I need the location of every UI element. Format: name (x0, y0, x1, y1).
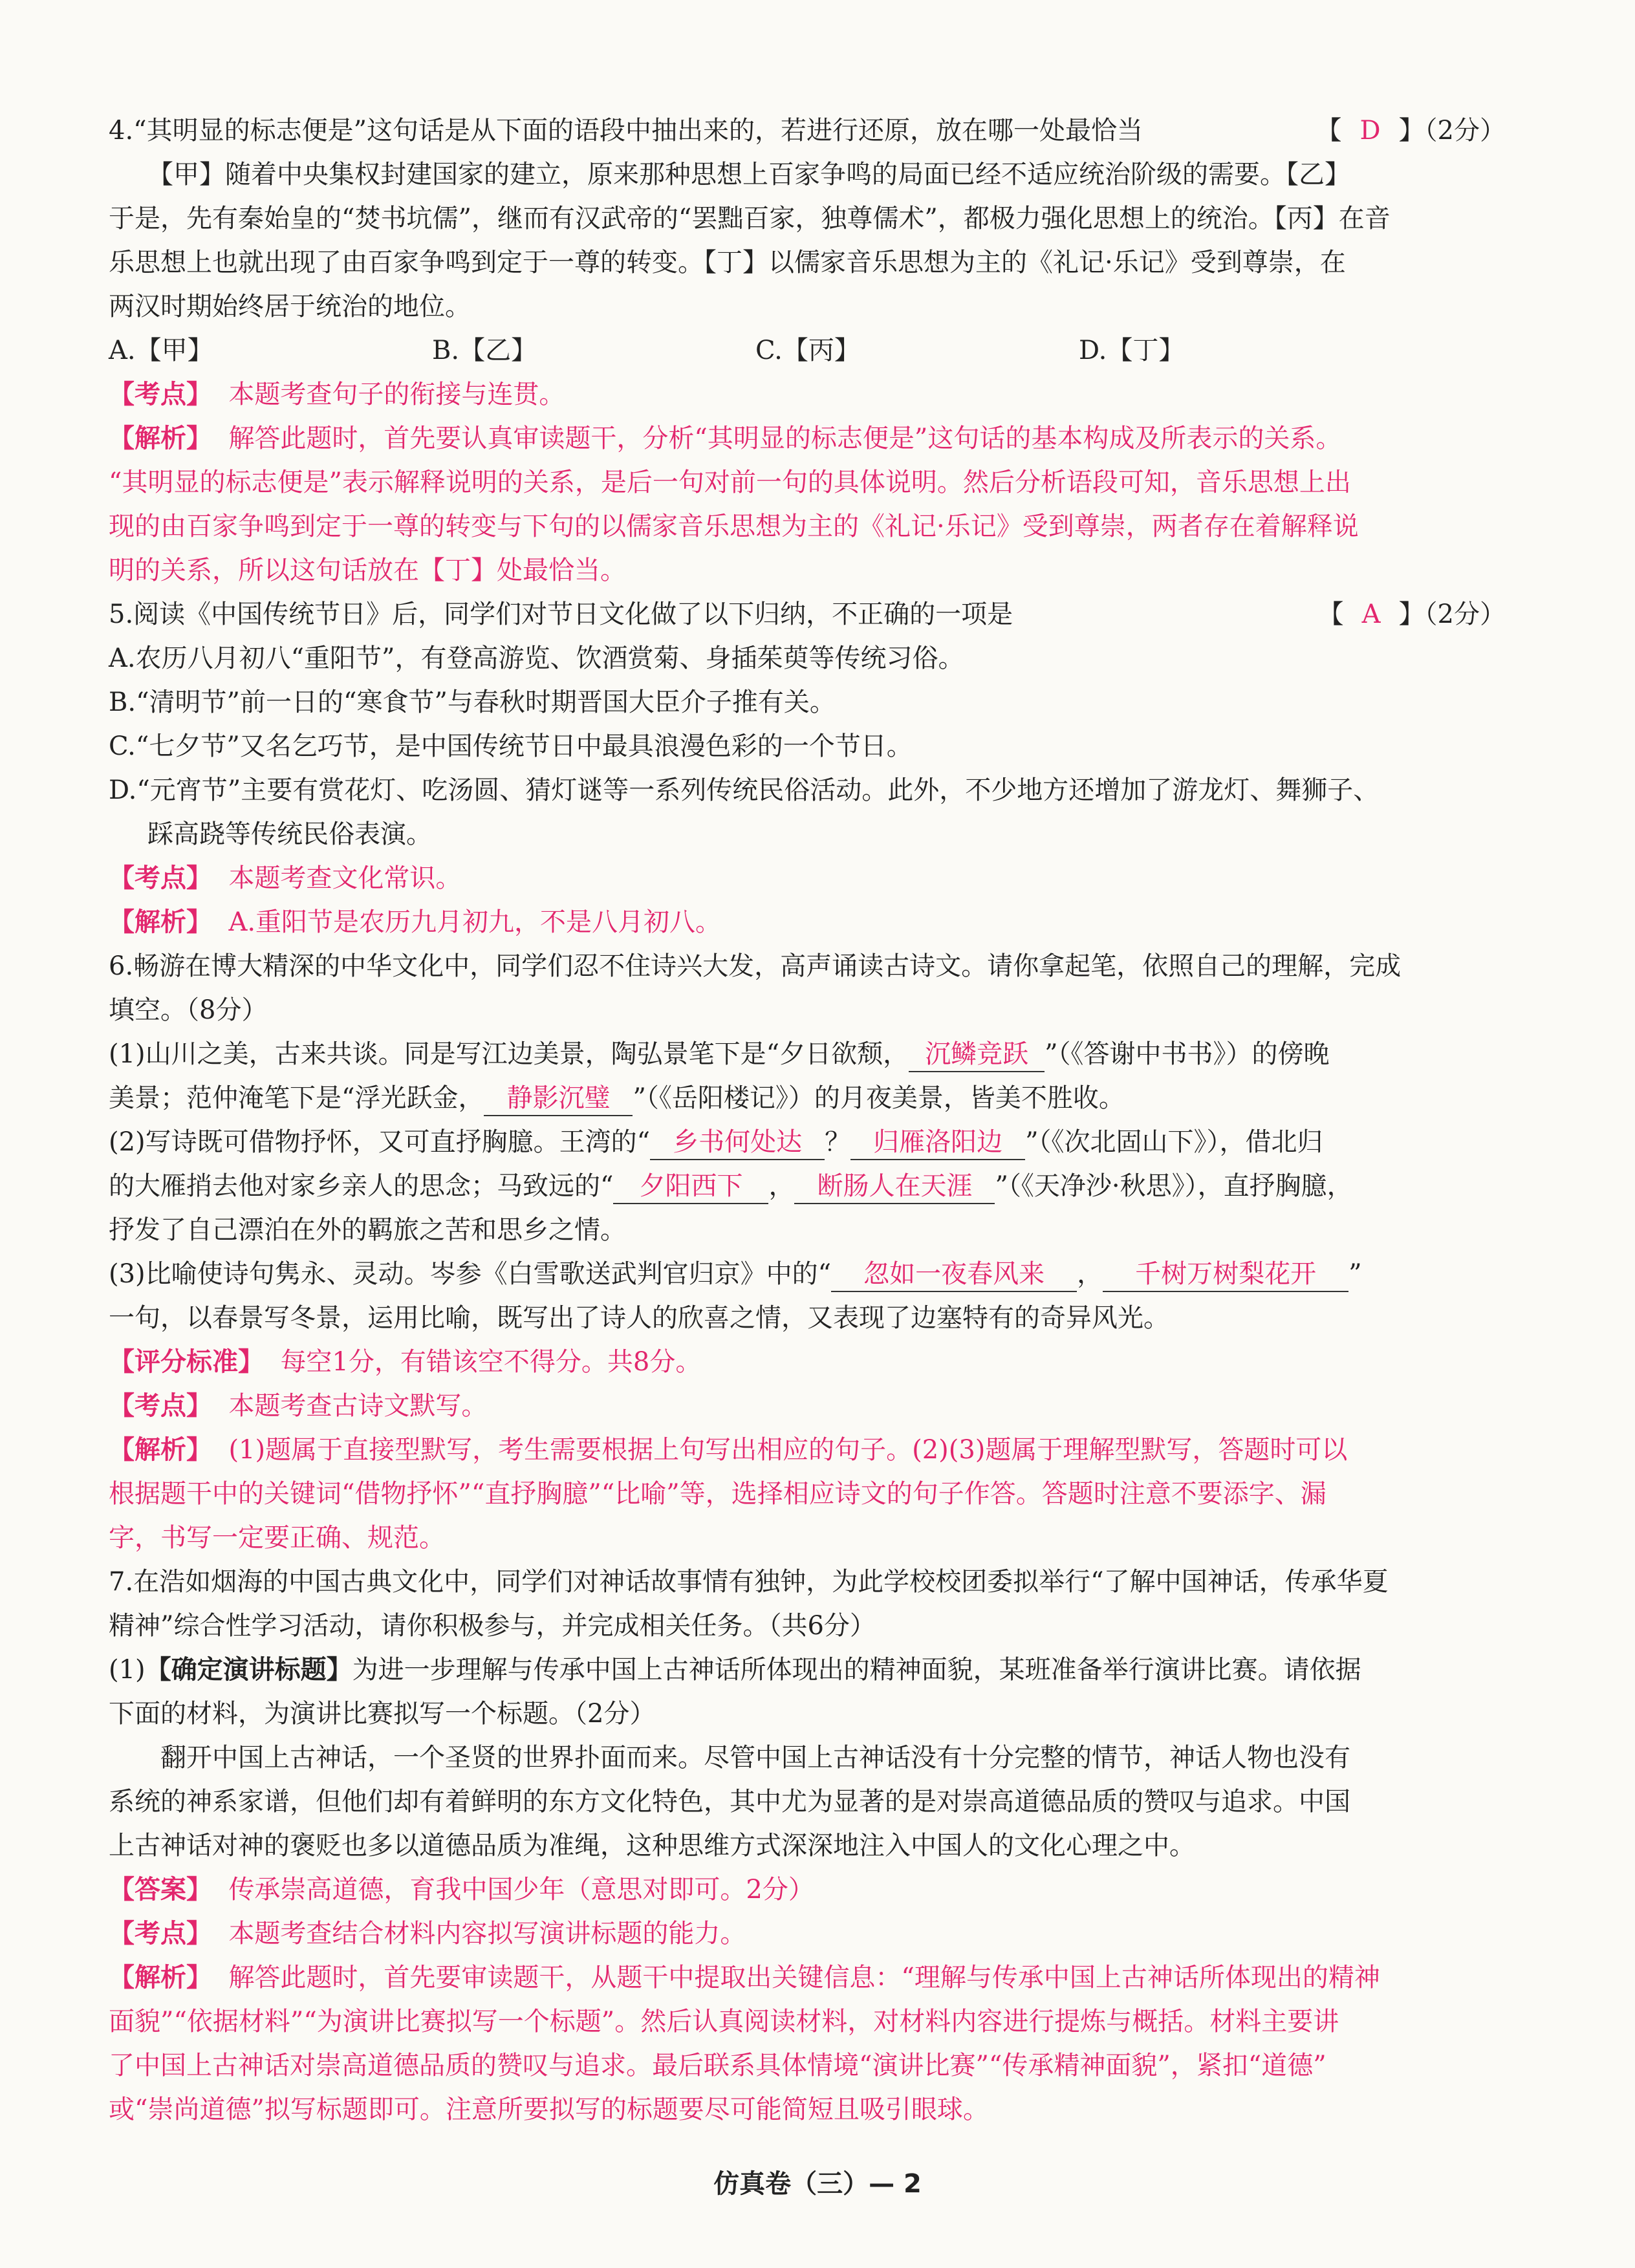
fill-blank: 忽如一夜春风来 (831, 1257, 1077, 1292)
q7-sub1-line2: 下面的材料，为演讲比赛拟写一个标题。（2分） (109, 1699, 656, 1729)
q4-jiexi-line: 现的由百家争鸣到定于一尊的转变与下句的以儒家音乐思想为主的《礼记·乐记》受到尊崇，两者存在着解释说 (109, 512, 1359, 541)
q7-material-line: 翻开中国上古神话，一个圣贤的世界扑面而来。尽管中国上古神话没有十分完整的情节，神话人物也没有 (160, 1743, 1350, 1773)
text-run: ” (1348, 1259, 1362, 1289)
q6-part1-line2 (109, 1076, 1499, 1120)
q4-score: （2分） (1424, 116, 1506, 146)
q5-jiexi (109, 900, 1499, 944)
q7-jiexi-line: 或“崇尚道德”拟写标题即可。注意所要拟写的标题要尽可能简短且吸引眼球。 (109, 2095, 989, 2124)
q5-kaodian (109, 856, 1499, 900)
q7-daan-text: 传承崇高道德，育我中国少年（意思对即可。2分） (228, 1875, 814, 1905)
q4-stem-line (109, 109, 1506, 153)
q4-kaodian-text: 本题考查句子的衔接与连贯。 (228, 380, 565, 409)
q6-jiexi-line: 字，书写一定要正确、规范。 (109, 1523, 445, 1553)
fill-blank: 夕阳西下 (613, 1169, 768, 1204)
text-run: (1) (109, 1655, 146, 1685)
q4-option-a: A.【甲】 (109, 336, 213, 365)
q6-pingfen-text: 每空1分，有错该空不得分。共8分。 (280, 1347, 702, 1377)
q6-part1-line1 (109, 1032, 1499, 1076)
q7-jiexi (109, 1956, 1499, 2132)
page-footer: 仿真卷（三）— 2 (713, 2169, 922, 2199)
q5-option-c: C.“七夕节”又名乞巧节，是中国传统节日中最具浪漫色彩的一个节日。 (109, 731, 913, 761)
q4-stem: 4.“其明显的标志便是”这句话是从下面的语段中抽出来的，若进行还原，放在哪一处最恰当 (109, 116, 1143, 146)
q7-kaodian (109, 1912, 1499, 1956)
jiexi-tag: 【解析】 (109, 1435, 212, 1465)
q7-kaodian-text: 本题考查结合材料内容拟写演讲标题的能力。 (228, 1919, 746, 1949)
q4-answer: D (1359, 116, 1381, 146)
q4-passage-line: 两汉时期始终居于统治的地位。 (109, 292, 471, 321)
q7-material-line: 上古神话对神的褒贬也多以道德品质为准绳，这种思维方式深深地注入中国人的文化心理之中。 (109, 1831, 1195, 1861)
q5-stem: 5.阅读《中国传统节日》后，同学们对节日文化做了以下归纳，不正确的一项是 (109, 599, 1013, 629)
kaodian-tag: 【考点】 (109, 863, 212, 893)
q4-option-d: D.【丁】 (1079, 336, 1185, 365)
q5-option-a: A.农历八月初八“重阳节”，有登高游览、饮酒赏菊、身插茱萸等传统习俗。 (109, 643, 964, 673)
text-run: (1)山川之美，古来共谈。同是写江边美景，陶弘景笔下是“夕日欲颓， (109, 1039, 909, 1069)
text-run: (3)比喻使诗句隽永、灵动。岑参《白雪歌送武判官归京》中的“ (109, 1259, 832, 1289)
kaodian-tag: 【考点】 (109, 380, 212, 409)
q7-stem-line: 精神”综合性学习活动，请你积极参与，并完成相关任务。（共6分） (109, 1611, 876, 1641)
q7-material-line: 系统的神系家谱，但他们却有着鲜明的东方文化特色，其中尤为显著的是对崇高道德品质的赞叹与追求。中国 (109, 1787, 1350, 1817)
daan-tag: 【答案】 (109, 1875, 212, 1905)
fill-blank: 乡书何处达 (650, 1125, 825, 1160)
jiexi-tag: 【解析】 (109, 1963, 212, 1993)
fill-blank: 沉鳞竞跃 (909, 1037, 1045, 1072)
text-run: ”（《答谢中书书》）的傍晚 (1045, 1039, 1330, 1069)
fill-blank: 归雁洛阳边 (850, 1125, 1025, 1160)
text-run: ， (1077, 1259, 1103, 1289)
q6-jiexi (109, 1428, 1499, 1560)
page-content (109, 109, 1506, 2132)
q4-passage-line: 乐思想上也就出现了由百家争鸣到定于一尊的转变。【丁】以儒家音乐思想为主的《礼记·乐记》受到尊崇，在 (109, 248, 1346, 277)
q6-part2-line1 (109, 1120, 1499, 1164)
q4-jiexi-line: “其明显的标志便是”表示解释说明的关系，是后一句对前一句的具体说明。然后分析语段可知，音乐思想上出 (109, 468, 1351, 497)
kaodian-tag: 【考点】 (109, 1391, 212, 1421)
q4-passage-line: 于是，先有秦始皇的“焚书坑儒”，继而有汉武帝的“罢黜百家，独尊儒术”，都极力强化思想上的统治。【丙】在音 (109, 204, 1391, 233)
fill-blank: 断肠人在天涯 (794, 1169, 995, 1204)
q5-answer: A (1361, 599, 1381, 629)
q6-part3-line1 (109, 1252, 1499, 1296)
fill-blank: 千树万树梨花开 (1103, 1257, 1348, 1292)
q5-score: （2分） (1424, 599, 1506, 629)
q4-jiexi (109, 416, 1499, 592)
text-run: ”（《次北固山下》），借北归 (1025, 1127, 1323, 1157)
text-run: ， (768, 1171, 795, 1201)
q4-passage (109, 153, 1499, 329)
q7-sub1-tag: 【确定演讲标题】 (145, 1654, 352, 1685)
q5-kaodian-text: 本题考查文化常识。 (228, 863, 462, 893)
q4-option-b: B.【乙】 (432, 336, 537, 365)
q4-kaodian (109, 373, 1499, 416)
q7-stem-line: 7.在浩如烟海的中国古典文化中，同学们对神话故事情有独钟，为此学校校团委拟举行“了解中国神话，传承华夏 (109, 1567, 1389, 1597)
q5-stem-line (109, 592, 1506, 636)
fill-blank: 静影沉璧 (484, 1081, 633, 1116)
q5-option-d-cont: 踩高跷等传统民俗表演。 (147, 819, 432, 849)
jiexi-tag: 【解析】 (109, 424, 212, 453)
q6-stem-line: 填空。（8分） (109, 995, 268, 1025)
q6-part2-line2 (109, 1164, 1499, 1208)
text-run: ”（《天净沙·秋思》），直抒胸臆， (995, 1171, 1353, 1201)
q7-jiexi-line: 面貌”“依据材料”“为演讲比赛拟写一个标题”。然后认真阅读材料，对材料内容进行提炼与概括。材料主要讲 (109, 2007, 1339, 2036)
q6-jiexi-line: 根据题干中的关键词“借物抒怀”“直抒胸臆”“比喻”等，选择相应诗文的句子作答。答题时注意不要添字、漏 (109, 1479, 1326, 1509)
q5-answer-box: 【 A 】（2分） (1317, 599, 1506, 629)
kaodian-tag: 【考点】 (109, 1919, 212, 1949)
text-run: ？ (825, 1127, 851, 1157)
pingfen-tag: 【评分标准】 (109, 1347, 264, 1377)
text-run: ”（《岳阳楼记》）的月夜美景，皆美不胜收。 (633, 1083, 1125, 1113)
q6-stem-line: 6.畅游在博大精深的中华文化中，同学们忍不住诗兴大发，高声诵读古诗文。请你拿起笔，依照自己的理解，完成 (109, 951, 1402, 981)
q7-jiexi-line: 了中国上古神话对崇高道德品质的赞叹与追求。最后联系具体情境“演讲比赛”“传承精神面貌”，紧扣“道德” (109, 2051, 1326, 2080)
q7-jiexi-line: 解答此题时，首先要审读题干，从题干中提取出关键信息：“理解与传承中国上古神话所体现出的精神 (228, 1963, 1380, 1993)
q4-jiexi-line: 解答此题时，首先要认真审读题干，分析“其明显的标志便是”这句话的基本构成及所表示的关系。 (228, 424, 1342, 453)
q7-sub1-line1 (109, 1648, 1499, 1692)
q6-kaodian-text: 本题考查古诗文默写。 (228, 1391, 488, 1421)
q6-jiexi-line: (1)题属于直接型默写，考生需要根据上句写出相应的句子。(2)(3)题属于理解型默写，答题时可以 (228, 1435, 1348, 1465)
jiexi-tag: 【解析】 (109, 907, 212, 937)
q4-passage-line: 【甲】随着中央集权封建国家的建立，原来那种思想上百家争鸣的局面已经不适应统治阶级的需要。【乙】 (147, 160, 1350, 189)
q4-option-c: C.【丙】 (755, 336, 860, 365)
q4-answer-box: 【 D 】（2分） (1316, 116, 1506, 146)
text-run: 美景；范仲淹笔下是“浮光跃金， (109, 1083, 484, 1113)
q7-daan (109, 1868, 1499, 1912)
q6-kaodian (109, 1384, 1499, 1428)
q6-part3-line2: 一句，以春景写冬景，运用比喻，既写出了诗人的欣喜之情，又表现了边塞特有的奇异风光。 (109, 1303, 1169, 1333)
q5-option-d: D.“元宵节”主要有赏花灯、吃汤圆、猜灯谜等一系列传统民俗活动。此外，不少地方还增加了游龙灯、舞狮子、 (109, 775, 1380, 805)
text-run: 的大雁捎去他对家乡亲人的思念；马致远的“ (109, 1171, 614, 1201)
text-run: (2)写诗既可借物抒怀，又可直抒胸臆。王湾的“ (109, 1127, 651, 1157)
q5-jiexi-text: A.重阳节是农历九月初九，不是八月初八。 (228, 907, 722, 937)
text-run: 为进一步理解与传承中国上古神话所体现出的精神面貌，某班准备举行演讲比赛。请依据 (352, 1655, 1361, 1685)
q5-option-b: B.“清明节”前一日的“寒食节”与春秋时期晋国大臣介子推有关。 (109, 687, 836, 717)
q6-part2-line3: 抒发了自己漂泊在外的羁旅之苦和思乡之情。 (109, 1215, 626, 1245)
q4-jiexi-line: 明的关系，所以这句话放在【丁】处最恰当。 (109, 556, 626, 585)
q6-pingfen (109, 1340, 1499, 1384)
q4-options (109, 329, 1499, 373)
